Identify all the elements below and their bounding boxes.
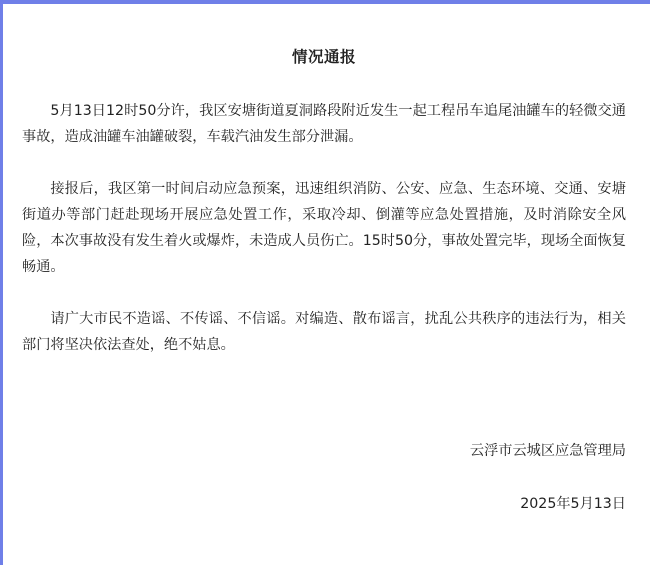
paragraph-rumor-warning: 请广大市民不造谣、不传谣、不信谣。对编造、散布谣言，扰乱公共秩序的违法行为，相关部门将坚决依法查处，绝不姑息。 xyxy=(22,311,626,353)
paragraph-response: 接报后，我区第一时间启动应急预案，迅速组织消防、公安、应急、生态环境、交通、安塘街道办等部门赶赴现场开展应急处置工作，采取冷却、倒灌等应急处置措施，及时消除安全风险，本次事故没有发生着火或爆炸，未造成人员伤亡。15时50分，事故处置完毕，现场全面恢复畅通。 xyxy=(22,181,626,275)
frame-fade xyxy=(420,4,650,8)
paragraph-incident: 5月13日12时50分许，我区安塘街道夏洞路段附近发生一起工程吊车追尾油罐车的轻微交通事故，造成油罐车油罐破裂，车载汽油发生部分泄漏。 xyxy=(22,103,626,145)
issue-date: 2025年5月13日 xyxy=(520,496,626,512)
document-title: 情况通报 xyxy=(291,48,356,66)
issuer-signature: 云浮市云城区应急管理局 xyxy=(469,443,626,459)
